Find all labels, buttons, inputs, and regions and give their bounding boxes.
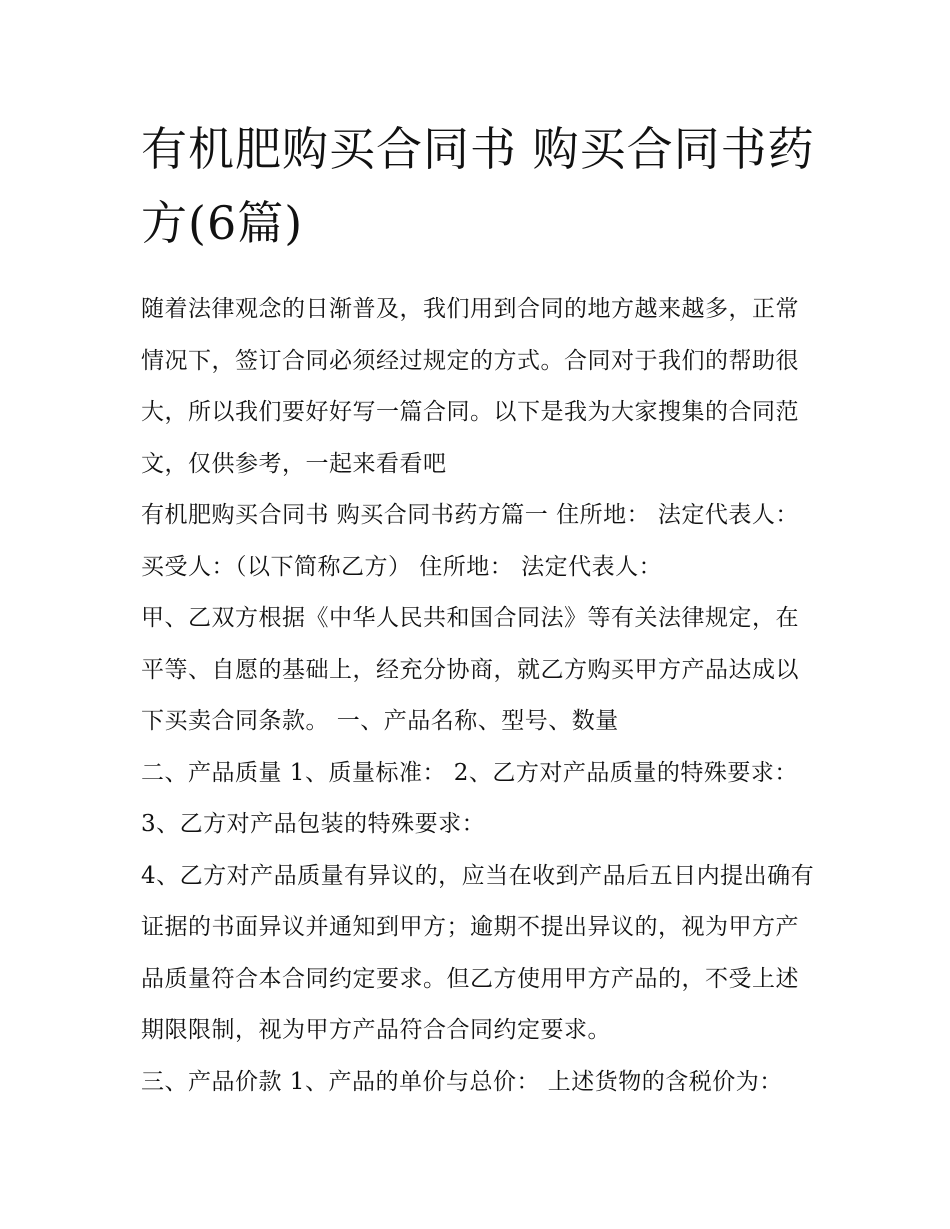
paragraph-quality: 二、产品质量 1、质量标准： 2、乙方对产品质量的特殊要求： 3、乙方对产品包装的特殊要求：: [141, 759, 798, 837]
document-body: [141, 284, 820, 1108]
document-title: 有机肥购买合同书 购买合同书药方(6篇): [141, 122, 815, 250]
paragraph-intro: 随着法律观念的日渐普及，我们用到合同的地方越来越多，正常情况下，签订合同必须经过规定的方式。合同对于我们的帮助很大，所以我们要好好写一篇合同。以下是我为大家搜集的合同范文，仅供参考，一起来看看吧: [141, 296, 799, 477]
paragraph-parties: 有机肥购买合同书 购买合同书药方篇一 住所地： 法定代表人： 买受人：（以下简称乙方） 住所地： 法定代表人：: [141, 502, 799, 580]
paragraph-price: 三、产品价款 1、产品的单价与总价： 上述货物的含税价为：: [141, 1068, 783, 1095]
paragraph-agreement: 甲、乙双方根据《中华人民共和国合同法》等有关法律规定，在平等、自愿的基础上，经充分协商，就乙方购买甲方产品达成以下买卖合同条款。 一、产品名称、型号、数量: [141, 605, 799, 734]
paragraph-objection: 4、乙方对产品质量有异议的，应当在收到产品后五日内提出确有证据的书面异议并通知到甲方；逾期不提出异议的，视为甲方产品质量符合本合同约定要求。但乙方使用甲方产品的，不受上述期限限制，视为甲方产品符合合同约定要求。: [141, 862, 815, 1043]
